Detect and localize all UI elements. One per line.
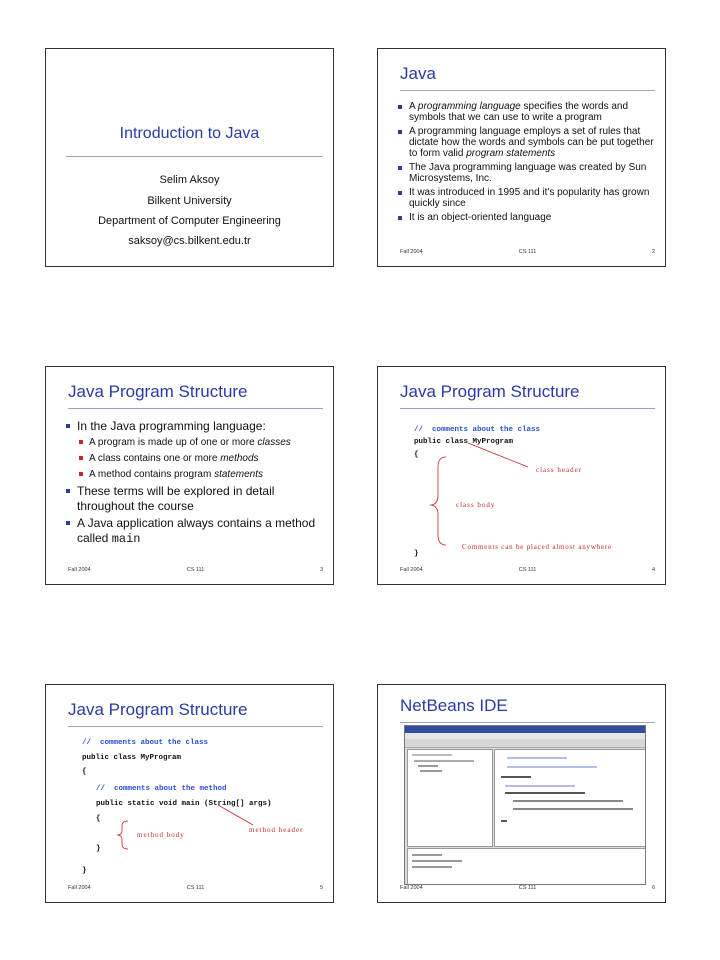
slide-2 xyxy=(377,48,666,267)
close-brace: } xyxy=(82,867,87,875)
bullet-icon xyxy=(398,216,402,220)
method-open-brace: { xyxy=(96,815,101,823)
footer-term: Fall 2004 xyxy=(400,885,423,891)
title-rule xyxy=(400,722,655,723)
slide-5 xyxy=(45,684,334,903)
slide-title: Java Program Structure xyxy=(68,700,248,719)
footer-term: Fall 2004 xyxy=(68,567,91,573)
slide-title: Java xyxy=(400,64,436,83)
open-brace: { xyxy=(414,451,419,459)
ide-output-panel xyxy=(407,848,646,885)
footer-course: CS 111 xyxy=(186,567,205,573)
method-body-brace xyxy=(117,821,128,849)
sub-bullet-icon xyxy=(79,472,83,476)
slide-footer xyxy=(68,885,323,895)
header-pointer-line xyxy=(468,443,528,467)
comments-note: Comments can be placed almost anywhere xyxy=(462,543,612,551)
university: Bilkent University xyxy=(147,195,232,207)
page-number: 3 xyxy=(319,567,323,573)
bullet-icon xyxy=(398,105,402,109)
method-comment: // comments about the method xyxy=(96,785,227,793)
author-name: Selim Aksoy xyxy=(159,174,220,186)
bullet-icon xyxy=(398,130,402,134)
bullet-icon xyxy=(66,489,70,493)
title-rule xyxy=(66,156,323,157)
page-number: 4 xyxy=(651,567,655,573)
method-body-label: method body xyxy=(137,831,185,839)
bullet-icon xyxy=(66,521,70,525)
bullet-icon xyxy=(66,424,70,428)
department: Department of Computer Engineering xyxy=(98,215,281,227)
class-body-label: class body xyxy=(456,501,496,509)
class-header-label: class header xyxy=(536,466,583,474)
sub-bullet-list xyxy=(77,436,325,481)
ide-toolbar xyxy=(405,739,645,748)
slide-title: NetBeans IDE xyxy=(400,696,508,715)
bullet-item: It was introduced in 1995 and it's popularity has grown quickly since xyxy=(398,187,657,209)
ide-project-explorer xyxy=(407,749,493,847)
method-close-brace: } xyxy=(96,845,101,853)
netbeans-screenshot xyxy=(404,725,646,885)
slide-4 xyxy=(377,366,666,585)
bullet-icon xyxy=(398,191,402,195)
class-declaration: public class MyProgram xyxy=(414,438,514,446)
sub-bullet-icon xyxy=(79,440,83,444)
slide-title: Java Program Structure xyxy=(68,382,248,401)
bullet-item: The Java programming language was created by Sun Microsystems, Inc. xyxy=(398,162,657,184)
slide-title: Introduction to Java xyxy=(119,125,260,142)
method-declaration: public static void main (String[] args) xyxy=(96,800,272,808)
page-number: 5 xyxy=(319,885,323,891)
sub-bullet-icon xyxy=(79,456,83,460)
page-number: 2 xyxy=(651,249,655,255)
open-brace: { xyxy=(82,768,87,776)
class-declaration: public class MyProgram xyxy=(82,754,182,762)
sub-bullet-item: A method contains program statements xyxy=(77,468,325,481)
bullet-item: These terms will be explored in detail throughout the course xyxy=(66,484,325,514)
slide-footer xyxy=(400,249,655,259)
title-rule xyxy=(400,90,655,91)
sub-bullet-item: A class contains one or more methods xyxy=(77,452,325,465)
footer-term: Fall 2004 xyxy=(400,567,423,573)
bullet-item: A programming language specifies the words and symbols that we can use to write a program xyxy=(398,101,657,123)
slide-footer xyxy=(400,885,655,895)
body-brace xyxy=(430,457,446,545)
close-brace: } xyxy=(414,550,419,558)
slide-title: Java Program Structure xyxy=(400,382,580,401)
method-header-label: method header xyxy=(249,826,304,834)
sub-bullet-item: A program is made up of one or more classes xyxy=(77,436,325,449)
bullet-item: It is an object-oriented language xyxy=(398,212,657,223)
slide-6 xyxy=(377,684,666,903)
bullet-list xyxy=(66,419,325,549)
slide-footer xyxy=(400,567,655,577)
footer-course: CS 111 xyxy=(518,567,537,573)
bullet-item: A Java application always contains a method called main xyxy=(66,516,325,547)
slide-3 xyxy=(45,366,334,585)
footer-course: CS 111 xyxy=(518,885,537,891)
page-number: 6 xyxy=(651,885,655,891)
annotation-lines xyxy=(378,367,667,586)
ide-code-editor xyxy=(494,749,646,847)
code-comment: // comments about the class xyxy=(414,426,541,434)
bullet-item: A programming language employs a set of rules that dictate how the words and symbols can be put together to form valid program statements xyxy=(398,126,657,159)
footer-term: Fall 2004 xyxy=(400,249,423,255)
class-comment: // comments about the class xyxy=(82,739,209,747)
header-pointer-line xyxy=(218,805,253,825)
annotation-lines xyxy=(46,685,335,904)
footer-course: CS 111 xyxy=(518,249,537,255)
slide-footer xyxy=(68,567,323,577)
ide-titlebar xyxy=(405,726,645,733)
footer-term: Fall 2004 xyxy=(68,885,91,891)
email: saksoy@cs.bilkent.edu.tr xyxy=(128,235,251,247)
bullet-item: In the Java programming language: A program is made up of one or more classes A class contains one or more methods A method contains program statements xyxy=(66,419,325,481)
bullet-icon xyxy=(398,166,402,170)
title-rule xyxy=(68,408,323,409)
bullet-list xyxy=(398,101,657,226)
footer-course: CS 111 xyxy=(186,885,205,891)
slide-1 xyxy=(45,48,334,267)
